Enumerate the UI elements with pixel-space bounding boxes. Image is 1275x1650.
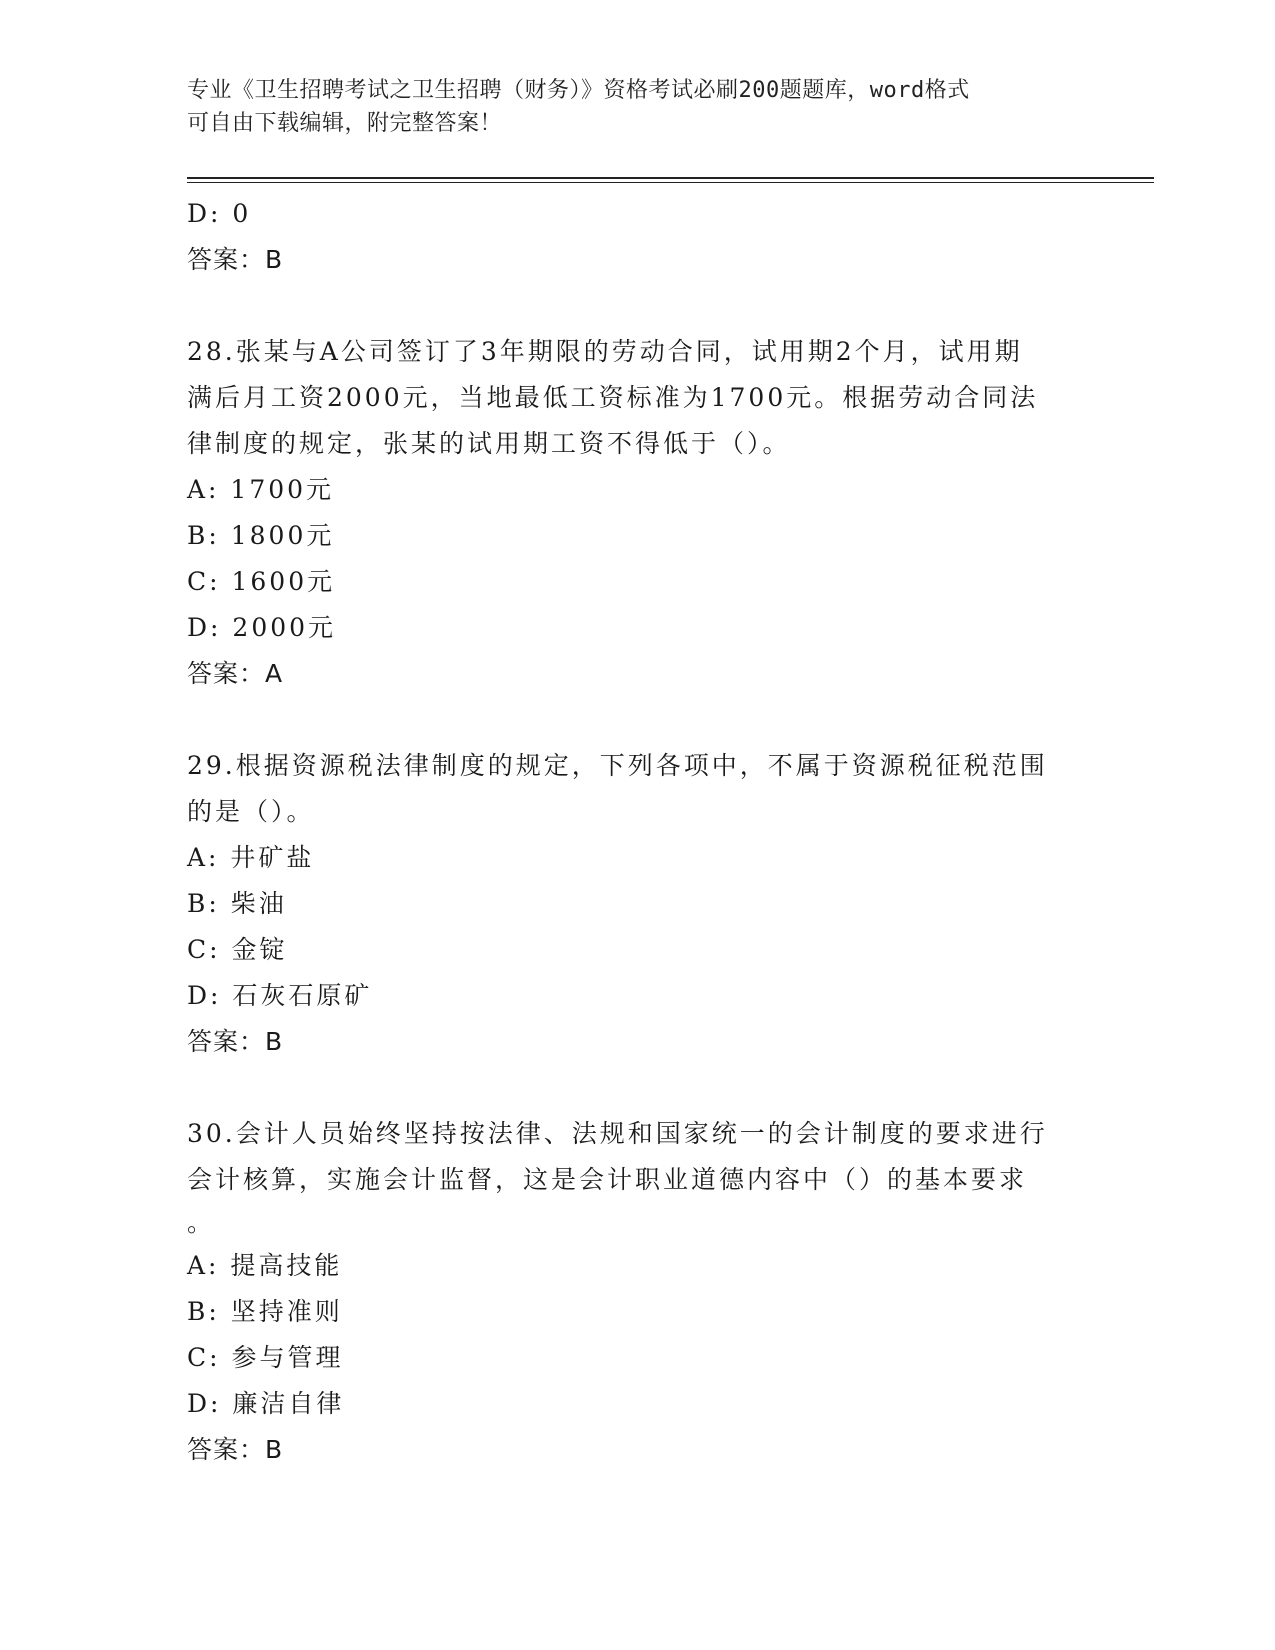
stem-line: 。	[187, 1208, 216, 1237]
question-stem	[187, 743, 1082, 835]
option-d: D: 2000元	[187, 613, 337, 642]
option-c: C: 1600元	[187, 567, 336, 596]
option-d: D: 石灰石原矿	[187, 981, 373, 1010]
question-stem	[187, 329, 1082, 467]
answer: 答案：A	[187, 659, 284, 688]
question-stem	[187, 1111, 1082, 1243]
stem-line: 律制度的规定，张某的试用期工资不得低于（）。	[187, 429, 791, 458]
option-a: A: 提高技能	[187, 1251, 343, 1280]
option-d: D: 廉洁自律	[187, 1389, 345, 1418]
stem-line: 29.根据资源税法律制度的规定，下列各项中，不属于资源税征税范围	[187, 751, 1048, 780]
stem-line: 满后月工资2000元，当地最低工资标准为1700元。根据劳动合同法	[187, 383, 1039, 412]
spacer	[187, 697, 1087, 743]
option-a: A: 1700元	[187, 475, 335, 504]
spacer	[187, 1065, 1087, 1111]
option-a: A: 井矿盐	[187, 843, 315, 872]
stem-line: 30.会计人员始终坚持按法律、法规和国家统一的会计制度的要求进行	[187, 1119, 1048, 1148]
header-line-1: 专业《卫生招聘考试之卫生招聘（财务）》资格考试必刷200题题库，word格式	[187, 78, 970, 103]
option-c: C: 金锭	[187, 935, 288, 964]
answer: 答案：B	[187, 1435, 284, 1464]
option-b: B: 1800元	[187, 521, 335, 550]
prev-option-d: D: 0	[187, 199, 252, 228]
prev-answer: 答案：B	[187, 245, 284, 274]
stem-line: 会计核算，实施会计监督，这是会计职业道德内容中（）的基本要求	[187, 1165, 1028, 1194]
option-b: B: 坚持准则	[187, 1297, 343, 1326]
stem-line: 28.张某与A公司签订了3年期限的劳动合同，试用期2个月，试用期	[187, 337, 1023, 366]
option-c: C: 参与管理	[187, 1343, 344, 1372]
header-line-2: 可自由下载编辑，附完整答案！	[187, 111, 503, 136]
question-30	[187, 1111, 1087, 1473]
document-header	[187, 74, 1087, 140]
option-b: B: 柴油	[187, 889, 287, 918]
question-29	[187, 743, 1087, 1065]
stem-line: 的是（）。	[187, 797, 315, 826]
header-divider-thin	[187, 182, 1154, 183]
answer: 答案：B	[187, 1027, 284, 1056]
question-list	[187, 191, 1087, 1473]
question-28	[187, 329, 1087, 697]
spacer	[187, 283, 1087, 329]
header-divider-thick	[187, 177, 1154, 179]
